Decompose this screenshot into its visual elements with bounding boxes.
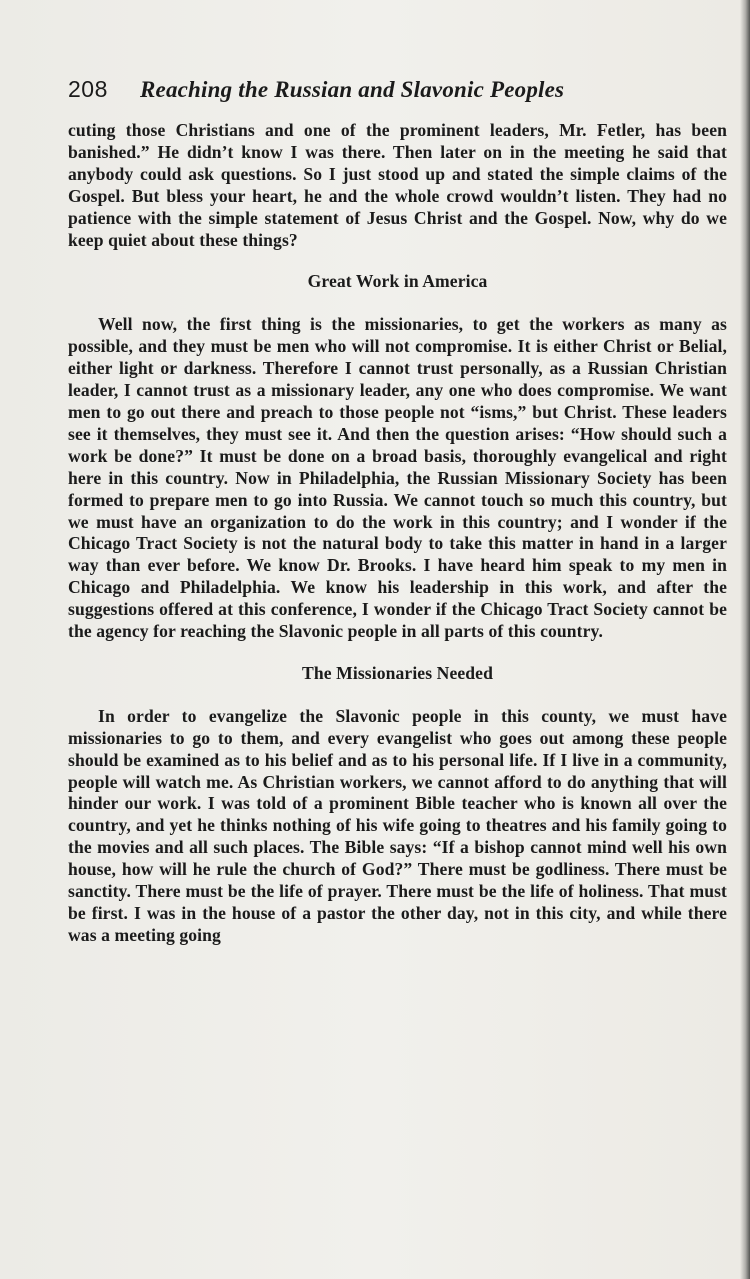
page-number: 208 [68, 76, 108, 102]
section-heading-great-work: Great Work in America [307, 271, 488, 292]
running-title: Reaching the Russian and Slavonic Peoples [140, 77, 565, 102]
paragraph-evangelize: In order to evangelize the Slavonic people in this county, we must have missionaries to go to them, and every evangelist who goes out among these people should be examined as to his belief and as to his personal life. If I live in a community, people will watch me. As Christian workers, we cannot afford to do anything that will hinder our work. I was told of a prominent Bible teacher who is known all over the country, and yet he thinks nothing of his wife going to theatres and his family going to the movies and all such places. The Bible says: “If a bishop cannot mind well his own house, how will he rule the church of God?” There must be godliness. There must be sanctity. There must be the life of prayer. There must be the life of holiness. That must be first. I was in the house of a pastor the other day, not in this city, and while there was a meeting going [68, 705, 727, 945]
paragraph-missionaries-workers: Well now, the first thing is the missionaries, to get the workers as many as possible, and they must be men who will not compromise. It is either Christ or Belial, either light or darkness. Therefore I cannot trust personally, as a Russian Christian leader, I cannot trust as a missionary leader, any one who does compromise. We want men to go out there and preach to those people not “isms,” but Christ. These leaders see it themselves, they must see it. And then the question arises: “How should such a work be done?” It must be done on a broad basis, thoroughly evangelical and right here in this country. Now in Philadelphia, the Russian Missionary Society has been formed to prepare men to go into Russia. We cannot touch so much this country, but we must have an organization to do the work in this country; and I wonder if the Chicago Tract Society is not the natural body to take this matter in hand in a larger way than ever before. We know Dr. Brooks. I have heard him speak to my men in Chicago and Philadelphia. We know his leadership in this work, and after the suggestions offered at this conference, I wonder if the Chicago Tract Society cannot be the agency for reaching the Slavonic people in all parts of this country. [68, 314, 727, 642]
section-heading-missionaries-needed: The Missionaries Needed [302, 662, 493, 683]
page-body [68, 120, 727, 947]
page-header [68, 76, 728, 103]
paragraph-continued: cuting those Christians and one of the prominent leaders, Mr. Fetler, has been banished.” He didn’t know I was there. Then later on in the meeting he said that anybody could ask questions. So I just stood up and stated the simple claims of the Gospel. But bless your heart, he and the whole crowd wouldn’t listen. They had no patience with the simple statement of Jesus Christ and the Gospel. Now, why do we keep quiet about these things? [68, 120, 727, 250]
page-binding-shadow [740, 0, 750, 1279]
